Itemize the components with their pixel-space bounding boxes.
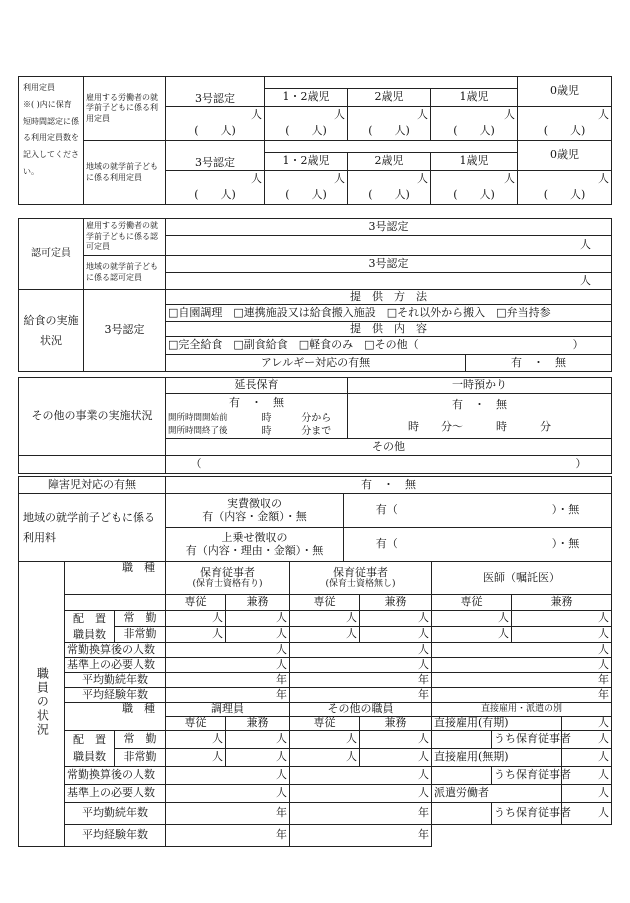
shokushu: 職 種 bbox=[65, 562, 166, 595]
jokin: 常 勤 bbox=[115, 611, 166, 627]
koyo-3: うち保育従事者 bbox=[492, 767, 562, 785]
other-label: その他の事業の実施状況 bbox=[19, 378, 166, 456]
ninka-row1-head: 3号認定 bbox=[166, 219, 612, 236]
riyou-row2-label: 地域の就学前子どもに係る利用定員 bbox=[84, 141, 166, 205]
uwanose-b: 有（内容・理由・金額）・無 bbox=[185, 543, 324, 557]
riyou-sub-1: 1歳児 bbox=[431, 89, 518, 107]
nen: 年 bbox=[166, 688, 290, 703]
nin: 人 bbox=[562, 803, 612, 825]
nen: 年 bbox=[432, 673, 612, 688]
uwanose-a: 上乗せ徴収の bbox=[221, 530, 288, 544]
nin: 人 bbox=[290, 643, 432, 658]
ninka-row2-label: 地域の就学前子どもに係る認可定員 bbox=[84, 256, 166, 290]
nen: 年 bbox=[290, 688, 432, 703]
nin: 人 bbox=[226, 731, 290, 749]
kinzoku: 平均勤続年数 bbox=[65, 673, 166, 688]
nin: 人 bbox=[226, 627, 290, 643]
nin: 人 bbox=[290, 627, 360, 643]
senju: 専従 bbox=[166, 595, 226, 611]
nin: 人 bbox=[562, 785, 612, 803]
koyo-1: うち保育従事者 bbox=[492, 731, 562, 749]
nin: 人 bbox=[290, 731, 360, 749]
encho-umu: 有 ・ 無 bbox=[166, 394, 348, 412]
kanzan: 常勤換算後の人数 bbox=[65, 767, 166, 785]
keiken: 平均経験年数 bbox=[65, 825, 166, 847]
nen: 年 bbox=[290, 673, 432, 688]
nin: 人 bbox=[562, 749, 612, 767]
start-label: 開所時間開始前 bbox=[166, 412, 248, 425]
riyou-zero-2: 0歳児 bbox=[518, 141, 612, 171]
unit-cell: 人 bbox=[348, 107, 431, 124]
nin: 人 bbox=[290, 749, 360, 767]
nin: 人 bbox=[290, 785, 432, 803]
nen: 年 bbox=[290, 803, 432, 825]
hitsuyo: 基準上の必要人数 bbox=[65, 658, 166, 673]
ichiji-umu: 有 ・ 無 bbox=[452, 398, 508, 411]
end-label: 開所時間終了後 bbox=[166, 425, 248, 438]
ninka-row2-unit: 人 bbox=[166, 273, 612, 290]
kyushoku-sub: 3号認定 bbox=[84, 290, 166, 372]
nin: 人 bbox=[432, 643, 612, 658]
haichi: 配 置 職員数 bbox=[65, 611, 115, 643]
nin: 人 bbox=[226, 611, 290, 627]
nen: 年 bbox=[290, 825, 432, 847]
ninka-table bbox=[18, 218, 612, 290]
to: 分まで bbox=[286, 425, 348, 438]
hijokin: 非常勤 bbox=[115, 627, 166, 643]
paren-cell: ( 人) bbox=[431, 188, 518, 205]
nin: 人 bbox=[166, 658, 290, 673]
cat2: 保育従事者 bbox=[333, 565, 388, 579]
paren-cell: ( 人) bbox=[518, 124, 612, 141]
kennin: 兼務 bbox=[360, 595, 432, 611]
ji: 時 bbox=[261, 412, 272, 424]
riyou-row1-label: 雇用する労働者の就学前子どもに係る利用定員 bbox=[84, 77, 166, 141]
nin: 人 bbox=[360, 731, 432, 749]
jippi-val: 有（ ）・無 bbox=[344, 494, 612, 528]
paren-cell: ( 人) bbox=[348, 188, 431, 205]
ninka-row2-head: 3号認定 bbox=[166, 256, 612, 273]
kennin: 兼務 bbox=[226, 595, 290, 611]
nin: 人 bbox=[512, 627, 612, 643]
kennin: 兼務 bbox=[512, 595, 612, 611]
paren-cell: ( 人) bbox=[166, 188, 265, 205]
nin: 人 bbox=[360, 749, 432, 767]
riyou-side-label: 利用定員 ※( )内に保育短時間認定に係る利用定員数を記入してください。 bbox=[19, 77, 84, 205]
ninka-row1-unit: 人 bbox=[166, 236, 612, 256]
staff-table bbox=[18, 561, 612, 847]
riyou-sub-12: 1・2歳児 bbox=[265, 89, 348, 107]
riyou-table bbox=[18, 76, 612, 205]
contents: □完全給食 □副食給食 □軽食のみ □その他（ ） bbox=[166, 337, 612, 355]
cat1-sub: (保育士資格有り) bbox=[192, 579, 263, 590]
koyo-5: うち保育従事者 bbox=[492, 803, 562, 825]
riyou-sub-2-2: 2歳児 bbox=[348, 153, 431, 171]
allergy-label: アレルギー対応の有無 bbox=[166, 355, 466, 372]
method-head: 提 供 方 法 bbox=[166, 290, 612, 305]
kyushoku-label: 給食の実施状況 bbox=[19, 290, 84, 372]
koyo-head: 直接雇用・派遣の別 bbox=[432, 703, 612, 717]
cat4: 調理員 bbox=[166, 703, 290, 717]
keiken: 平均経験年数 bbox=[65, 688, 166, 703]
kinzoku: 平均勤続年数 bbox=[65, 803, 166, 825]
nin: 人 bbox=[166, 643, 290, 658]
nin: 人 bbox=[290, 767, 432, 785]
from: 分から bbox=[286, 412, 348, 425]
shogai-label: 障害児対応の有無 bbox=[19, 477, 166, 494]
kennin: 兼務 bbox=[226, 717, 290, 731]
paren-cell: ( 人) bbox=[431, 124, 518, 141]
hijokin: 非常勤 bbox=[115, 749, 166, 767]
uwanose-val: 有（ ）・無 bbox=[344, 528, 612, 562]
cat5: その他の職員 bbox=[290, 703, 432, 717]
senju: 専従 bbox=[290, 595, 360, 611]
nin: 人 bbox=[166, 785, 290, 803]
koyo-0: 直接雇用(有期) bbox=[432, 717, 562, 731]
nen: 年 bbox=[166, 803, 290, 825]
nin: 人 bbox=[432, 611, 512, 627]
nin: 人 bbox=[166, 749, 226, 767]
nin: 人 bbox=[166, 767, 290, 785]
ninka-row1-label: 雇用する労働者の就学前子どもに係る認可定員 bbox=[84, 219, 166, 256]
koyo-4: 派遣労働者 bbox=[432, 785, 562, 803]
riyou-sub-12-2: 1・2歳児 bbox=[265, 153, 348, 171]
shogai-table bbox=[18, 476, 612, 562]
unit-cell: 人 bbox=[166, 107, 265, 124]
nen: 年 bbox=[166, 825, 290, 847]
jokin: 常 勤 bbox=[115, 731, 166, 749]
shokushu-2: 職 種 bbox=[65, 703, 166, 731]
nin: 人 bbox=[226, 749, 290, 767]
nin: 人 bbox=[432, 627, 512, 643]
unit-cell: 人 bbox=[431, 171, 518, 188]
unit-cell: 人 bbox=[166, 171, 265, 188]
methods: □自園調理 □連携施設又は給食搬入施設 □それ以外から搬入 □弁当持参 bbox=[166, 305, 612, 322]
nin: 人 bbox=[562, 717, 612, 731]
sonota-head: その他 bbox=[166, 439, 612, 456]
unit-cell: 人 bbox=[265, 171, 348, 188]
nin: 人 bbox=[166, 611, 226, 627]
other-table bbox=[18, 377, 612, 474]
koyo-2: 直接雇用(無期) bbox=[432, 749, 562, 767]
paren-cell: ( 人) bbox=[265, 188, 348, 205]
nin: 人 bbox=[432, 658, 612, 673]
content-head: 提 供 内 容 bbox=[166, 322, 612, 337]
staff-label: 職員の状況 bbox=[19, 562, 65, 847]
kanzan: 常勤換算後の人数 bbox=[65, 643, 166, 658]
shogai-umu: 有 ・ 無 bbox=[166, 477, 612, 494]
nin: 人 bbox=[512, 611, 612, 627]
sonota-paren: （ ） bbox=[166, 456, 612, 474]
nen: 年 bbox=[166, 673, 290, 688]
nin: 人 bbox=[562, 731, 612, 749]
jippi-a: 実費徴収の bbox=[227, 496, 282, 510]
unit-cell: 人 bbox=[518, 107, 612, 124]
ji: 時 bbox=[248, 425, 286, 438]
nin: 人 bbox=[360, 627, 432, 643]
ninka-label: 認可定員 bbox=[19, 219, 84, 290]
paren-cell: ( 人) bbox=[166, 124, 265, 141]
nin: 人 bbox=[290, 611, 360, 627]
nen: 年 bbox=[432, 688, 612, 703]
riyou-zero: 0歳児 bbox=[518, 77, 612, 107]
riyou-sub-1-2: 1歳児 bbox=[431, 153, 518, 171]
ichiji-head: 一時預かり bbox=[348, 378, 612, 394]
senju: 専従 bbox=[432, 595, 512, 611]
jippi-b: 有（内容・金額）・無 bbox=[202, 509, 307, 523]
cat3: 医師（嘱託医） bbox=[432, 562, 612, 595]
nin: 人 bbox=[166, 627, 226, 643]
senju: 専従 bbox=[290, 717, 360, 731]
hitsuyo: 基準上の必要人数 bbox=[65, 785, 166, 803]
allergy-umu: 有 ・ 無 bbox=[466, 355, 612, 372]
ichiji-time: 時 分～ 時 分 bbox=[408, 420, 552, 433]
senju: 専従 bbox=[166, 717, 226, 731]
unit-cell: 人 bbox=[348, 171, 431, 188]
kennin: 兼務 bbox=[360, 717, 432, 731]
unit-cell: 人 bbox=[265, 107, 348, 124]
unit-cell: 人 bbox=[518, 171, 612, 188]
unit-cell: 人 bbox=[431, 107, 518, 124]
cat1: 保育従事者 bbox=[200, 565, 255, 579]
cat2-sub: (保育士資格無し) bbox=[325, 579, 396, 590]
kyushoku-table bbox=[18, 289, 612, 372]
riyou-sub-2: 2歳児 bbox=[348, 89, 431, 107]
riyou-g3: 3号認定 bbox=[166, 77, 265, 107]
encho-head: 延長保育 bbox=[166, 378, 348, 394]
riyou-g3-2: 3号認定 bbox=[166, 141, 265, 171]
riyouryo-label: 地域の就学前子どもに係る利用料 bbox=[19, 494, 166, 562]
nin: 人 bbox=[290, 658, 432, 673]
paren-cell: ( 人) bbox=[265, 124, 348, 141]
nin: 人 bbox=[360, 611, 432, 627]
nin: 人 bbox=[166, 731, 226, 749]
nin: 人 bbox=[562, 767, 612, 785]
haichi-2: 配 置 職員数 bbox=[65, 731, 115, 767]
paren-cell: ( 人) bbox=[348, 124, 431, 141]
paren-cell: ( 人) bbox=[518, 188, 612, 205]
